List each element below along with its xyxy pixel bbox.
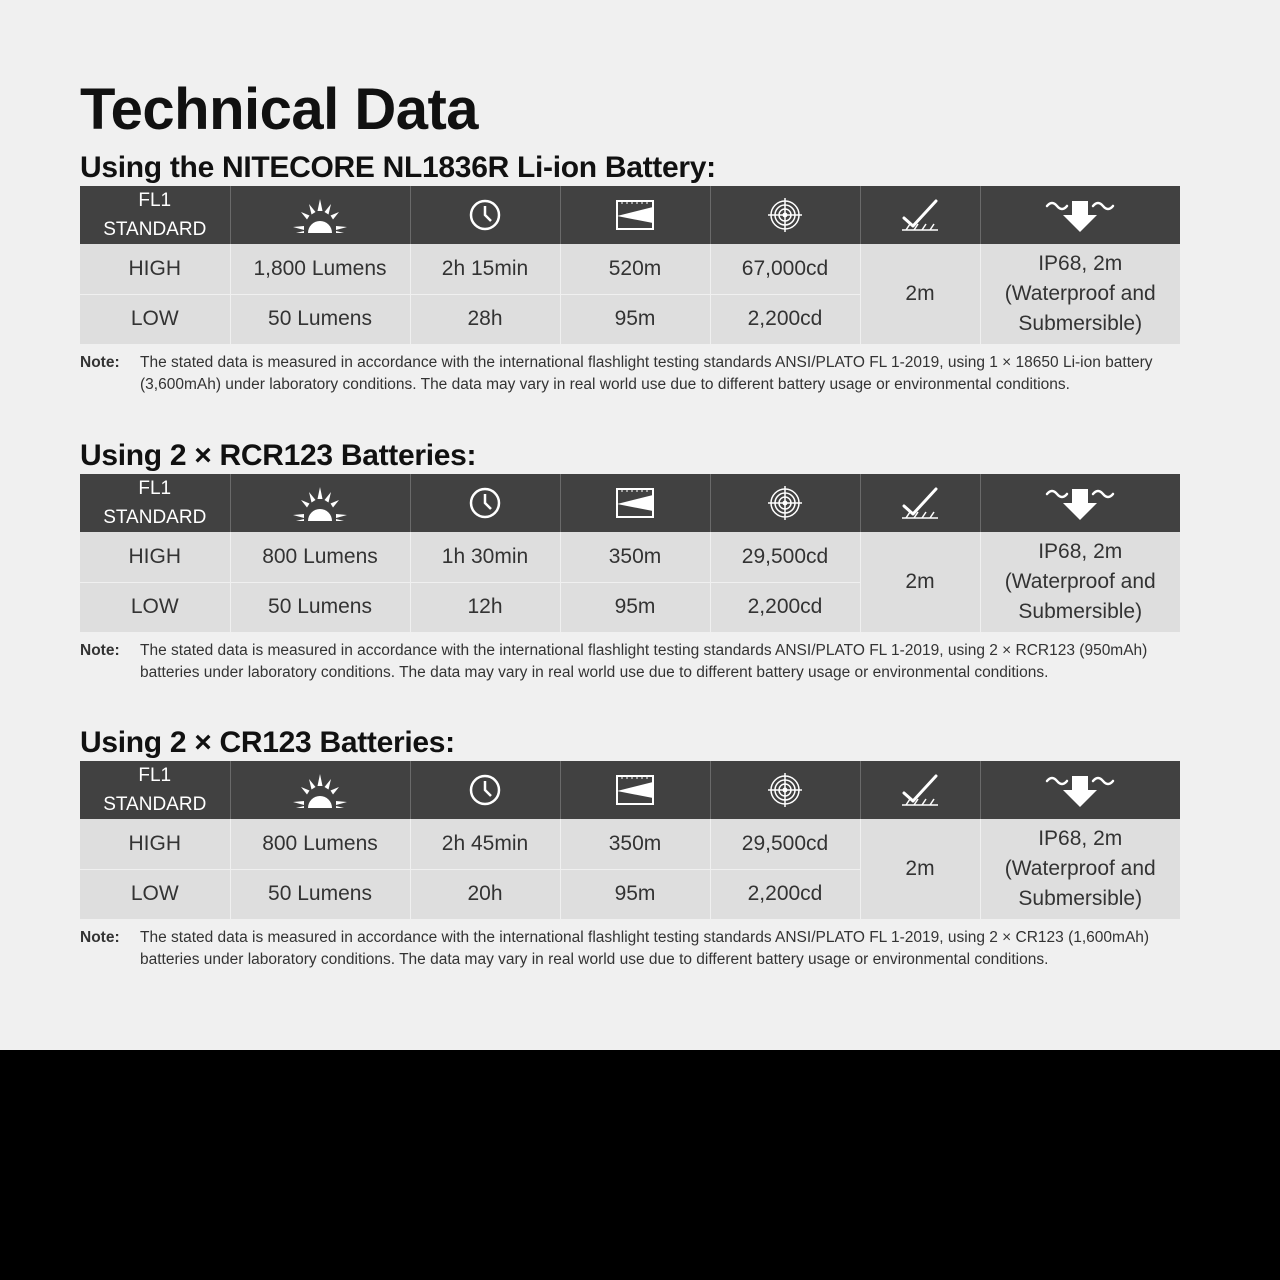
note-label: Note: (80, 354, 120, 371)
output-cell: 50 Lumens (230, 294, 410, 344)
spec-row-high (80, 819, 1180, 869)
standard-header-line1: FL1 (138, 478, 172, 499)
impact-cell: 2m (860, 819, 980, 919)
spec-section (80, 150, 1180, 395)
waterproof-line1: IP68, 2m (1038, 827, 1123, 850)
brightness-icon (230, 474, 410, 532)
section-title: Using 2 × RCR123 Batteries: (80, 439, 477, 472)
distance-cell: 95m (560, 294, 710, 344)
mode-cell: LOW (80, 294, 230, 344)
waterproof-line1: IP68, 2m (1038, 252, 1123, 275)
section-title: Using the NITECORE NL1836R Li-ion Battery: (80, 151, 716, 184)
waterproof-line3: Submersible) (1018, 887, 1143, 910)
impact-cell: 2m (860, 532, 980, 632)
runtime-cell: 20h (410, 869, 560, 919)
standard-header-line2: STANDARD (103, 507, 207, 528)
intensity-cell: 67,000cd (710, 244, 860, 294)
output-cell: 50 Lumens (230, 582, 410, 632)
distance-cell: 95m (560, 869, 710, 919)
standard-header-line2: STANDARD (103, 794, 207, 815)
section-note (80, 927, 1180, 970)
impact-resistance-icon (860, 761, 980, 819)
waterproof-cell (980, 819, 1180, 919)
note-label: Note: (80, 642, 120, 659)
spec-header-row (80, 186, 1180, 244)
waterproof-line3: Submersible) (1018, 312, 1143, 335)
standard-header (80, 474, 230, 532)
section-note (80, 352, 1180, 395)
spec-header-row (80, 761, 1180, 819)
waterproof-line2: (Waterproof and (1004, 282, 1156, 305)
section-note (80, 640, 1180, 683)
beam-distance-icon (560, 474, 710, 532)
mode-cell: HIGH (80, 244, 230, 294)
standard-header-line2: STANDARD (103, 219, 207, 240)
note-label: Note: (80, 929, 120, 946)
distance-cell: 520m (560, 244, 710, 294)
spec-section (80, 438, 1180, 683)
waterproof-icon (980, 186, 1180, 244)
waterproof-cell (980, 244, 1180, 344)
mode-cell: HIGH (80, 532, 230, 582)
output-cell: 1,800 Lumens (230, 244, 410, 294)
runtime-clock-icon (410, 761, 560, 819)
standard-header-line1: FL1 (138, 190, 172, 211)
runtime-clock-icon (410, 186, 560, 244)
peak-intensity-target-icon (710, 186, 860, 244)
standard-header (80, 761, 230, 819)
runtime-cell: 1h 30min (410, 532, 560, 582)
standard-header (80, 186, 230, 244)
intensity-cell: 2,200cd (710, 869, 860, 919)
distance-cell: 350m (560, 819, 710, 869)
spec-table (80, 474, 1180, 632)
waterproof-line1: IP68, 2m (1038, 540, 1123, 563)
brightness-icon (230, 761, 410, 819)
spec-row-high (80, 532, 1180, 582)
standard-header-line1: FL1 (138, 765, 172, 786)
distance-cell: 350m (560, 532, 710, 582)
spec-table (80, 761, 1180, 919)
spec-table (80, 186, 1180, 344)
bottom-black-bar (0, 1050, 1280, 1280)
mode-cell: LOW (80, 869, 230, 919)
note-text: The stated data is measured in accordance with the international flashlight testing standards ANSI/PLATO FL 1-2019, using 1 × 18650 Li-ion battery (3,600mAh) under laboratory conditions. The data may vary in real world use due to different battery usage or environmental conditions. (140, 354, 1153, 393)
waterproof-icon (980, 761, 1180, 819)
peak-intensity-target-icon (710, 474, 860, 532)
intensity-cell: 29,500cd (710, 532, 860, 582)
waterproof-icon (980, 474, 1180, 532)
runtime-cell: 28h (410, 294, 560, 344)
page-title: Technical Data (80, 77, 479, 142)
brightness-icon (230, 186, 410, 244)
waterproof-cell (980, 532, 1180, 632)
waterproof-line2: (Waterproof and (1004, 570, 1156, 593)
mode-cell: HIGH (80, 819, 230, 869)
intensity-cell: 29,500cd (710, 819, 860, 869)
impact-cell: 2m (860, 244, 980, 344)
peak-intensity-target-icon (710, 761, 860, 819)
intensity-cell: 2,200cd (710, 294, 860, 344)
note-text: The stated data is measured in accordance with the international flashlight testing standards ANSI/PLATO FL 1-2019, using 2 × CR123 (1,600mAh) batteries under laboratory conditions. The data may vary in real world use due to different battery usage or environmental conditions. (140, 929, 1150, 968)
waterproof-line3: Submersible) (1018, 600, 1143, 623)
impact-resistance-icon (860, 474, 980, 532)
beam-distance-icon (560, 186, 710, 244)
output-cell: 800 Lumens (230, 819, 410, 869)
output-cell: 50 Lumens (230, 869, 410, 919)
runtime-cell: 12h (410, 582, 560, 632)
impact-resistance-icon (860, 186, 980, 244)
runtime-clock-icon (410, 474, 560, 532)
runtime-cell: 2h 15min (410, 244, 560, 294)
output-cell: 800 Lumens (230, 532, 410, 582)
spec-row-high (80, 244, 1180, 294)
mode-cell: LOW (80, 582, 230, 632)
distance-cell: 95m (560, 582, 710, 632)
spec-header-row (80, 474, 1180, 532)
waterproof-line2: (Waterproof and (1004, 857, 1156, 880)
runtime-cell: 2h 45min (410, 819, 560, 869)
spec-section (80, 725, 1180, 970)
intensity-cell: 2,200cd (710, 582, 860, 632)
beam-distance-icon (560, 761, 710, 819)
section-title: Using 2 × CR123 Batteries: (80, 726, 455, 759)
note-text: The stated data is measured in accordance with the international flashlight testing standards ANSI/PLATO FL 1-2019, using 2 × RCR123 (950mAh) batteries under laboratory conditions. The data may vary in real world use due to different battery usage or environmental conditions. (140, 642, 1148, 681)
